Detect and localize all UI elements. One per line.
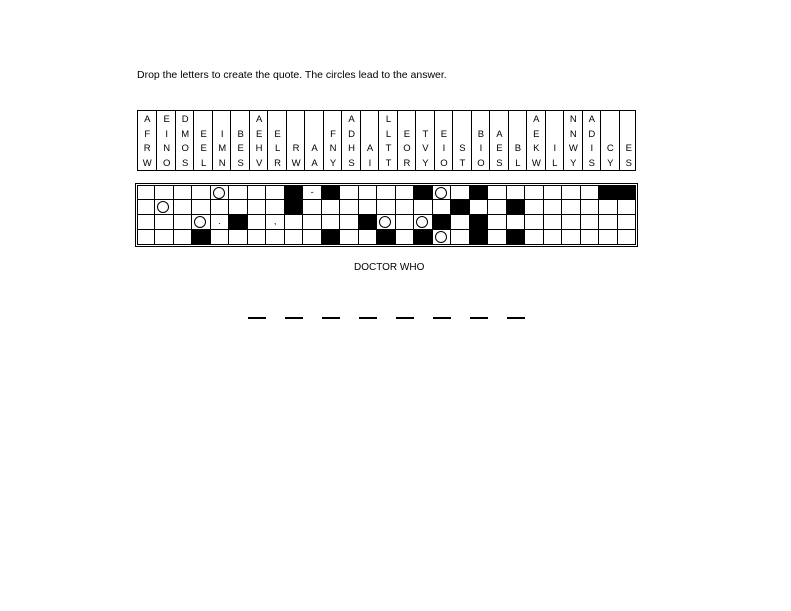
empty-cell[interactable] <box>433 200 451 215</box>
column-letter: A <box>533 114 540 125</box>
letter-column <box>286 111 305 170</box>
black-cell <box>599 185 617 200</box>
instructions-text: Drop the letters to create the quote. The circles lead to the answer. <box>137 69 447 81</box>
empty-cell[interactable] <box>599 215 617 230</box>
empty-cell[interactable] <box>285 215 303 230</box>
empty-cell[interactable] <box>248 230 266 245</box>
circle-marker <box>379 216 391 228</box>
column-letter: N <box>163 143 171 154</box>
column-letter: T <box>385 157 392 169</box>
empty-cell[interactable] <box>488 185 506 200</box>
column-letter: E <box>496 143 503 154</box>
black-cell <box>229 215 247 230</box>
column-letter: A <box>311 143 318 154</box>
empty-cell[interactable] <box>248 215 266 230</box>
empty-cell[interactable] <box>340 200 358 215</box>
empty-cell[interactable] <box>414 200 432 215</box>
letter-column <box>471 111 490 170</box>
empty-cell[interactable] <box>322 200 340 215</box>
black-cell <box>451 200 469 215</box>
answer-blank[interactable] <box>359 317 377 319</box>
column-letter: E <box>403 128 411 140</box>
empty-cell[interactable] <box>470 200 488 215</box>
column-letter: S <box>237 157 244 169</box>
column-letter: Y <box>422 157 429 169</box>
empty-cell[interactable] <box>192 200 210 215</box>
black-cell <box>507 200 525 215</box>
letter-column <box>526 111 545 170</box>
empty-cell[interactable] <box>562 215 580 230</box>
column-letter: A <box>366 143 374 154</box>
empty-cell[interactable] <box>618 215 636 230</box>
column-letter: V <box>422 143 429 154</box>
column-letter: F <box>144 128 151 140</box>
empty-cell[interactable] <box>581 200 599 215</box>
column-letter: B <box>514 143 522 154</box>
circled-cell[interactable] <box>414 215 432 230</box>
black-cell <box>433 215 451 230</box>
circle-marker <box>213 187 225 199</box>
column-letter: S <box>459 143 466 154</box>
column-letter: D <box>348 128 355 140</box>
circled-cell[interactable] <box>433 185 451 200</box>
empty-cell[interactable] <box>599 230 617 245</box>
empty-cell[interactable] <box>137 230 155 245</box>
column-letter: E <box>440 128 448 140</box>
column-letter: W <box>568 143 578 154</box>
column-letter: O <box>477 157 485 169</box>
answer-blank[interactable] <box>507 317 525 319</box>
column-letter: D <box>181 114 189 125</box>
column-letter: S <box>625 157 632 169</box>
empty-cell[interactable] <box>377 185 395 200</box>
empty-cell[interactable] <box>488 215 506 230</box>
column-letter: E <box>274 128 281 140</box>
empty-cell[interactable] <box>451 230 469 245</box>
puzzle-grid <box>137 185 636 245</box>
column-letter: L <box>385 114 392 125</box>
column-letter: S <box>588 157 595 169</box>
column-letter: S <box>182 157 189 169</box>
circled-cell[interactable] <box>433 230 451 245</box>
punctuation-cell[interactable] <box>211 215 229 230</box>
letter-column <box>341 111 360 170</box>
column-letter: A <box>144 114 151 125</box>
empty-cell[interactable] <box>340 185 358 200</box>
column-letter: E <box>163 114 170 125</box>
column-letter: E <box>237 143 244 154</box>
column-letter: A <box>588 114 595 125</box>
empty-cell[interactable] <box>303 200 321 215</box>
empty-cell[interactable] <box>322 215 340 230</box>
empty-cell[interactable] <box>507 185 525 200</box>
column-letter: H <box>348 143 355 154</box>
empty-cell[interactable] <box>266 230 284 245</box>
answer-blank[interactable] <box>248 317 266 319</box>
letter-column <box>508 111 527 170</box>
empty-cell[interactable] <box>285 230 303 245</box>
empty-cell[interactable] <box>488 200 506 215</box>
column-letter: L <box>515 157 521 169</box>
answer-blank[interactable] <box>285 317 303 319</box>
column-letter: B <box>477 128 485 140</box>
black-cell <box>322 230 340 245</box>
empty-cell[interactable] <box>618 230 636 245</box>
column-letter: F <box>330 128 336 140</box>
empty-cell[interactable] <box>544 200 562 215</box>
empty-cell[interactable] <box>229 200 247 215</box>
empty-cell[interactable] <box>396 230 414 245</box>
letter-column <box>138 111 156 170</box>
empty-cell[interactable] <box>396 200 414 215</box>
black-cell <box>470 185 488 200</box>
letter-column <box>397 111 416 170</box>
column-letter: R <box>274 157 282 169</box>
empty-cell[interactable] <box>451 185 469 200</box>
letter-column <box>267 111 286 170</box>
column-letter: R <box>403 157 411 169</box>
circled-cell[interactable] <box>377 215 395 230</box>
answer-blank[interactable] <box>470 317 488 319</box>
black-cell <box>414 185 432 200</box>
empty-cell[interactable] <box>192 185 210 200</box>
empty-cell[interactable] <box>525 230 543 245</box>
column-letter: A <box>311 157 318 169</box>
letter-column <box>489 111 508 170</box>
column-letter: I <box>590 143 594 154</box>
empty-cell[interactable] <box>229 185 247 200</box>
column-letter: S <box>348 157 355 169</box>
column-letter: T <box>385 143 392 154</box>
column-letter: R <box>292 143 300 154</box>
column-letter: L <box>201 157 207 169</box>
empty-cell[interactable] <box>340 215 358 230</box>
column-letter: M <box>218 143 227 154</box>
empty-cell[interactable] <box>562 230 580 245</box>
empty-cell[interactable] <box>303 230 321 245</box>
empty-cell[interactable] <box>174 200 192 215</box>
empty-cell[interactable] <box>174 215 192 230</box>
black-cell <box>470 215 488 230</box>
black-cell <box>322 185 340 200</box>
letter-column <box>304 111 323 170</box>
empty-cell[interactable] <box>155 185 173 200</box>
column-letter: L <box>385 128 392 140</box>
empty-cell[interactable] <box>211 230 229 245</box>
punctuation-cell[interactable] <box>266 215 284 230</box>
empty-cell[interactable] <box>174 185 192 200</box>
black-cell <box>192 230 210 245</box>
circle-marker <box>416 216 428 228</box>
black-cell <box>377 230 395 245</box>
empty-cell[interactable] <box>581 230 599 245</box>
empty-cell[interactable] <box>581 185 599 200</box>
empty-cell[interactable] <box>544 185 562 200</box>
column-letter: W <box>291 157 301 169</box>
column-letter: O <box>403 143 411 154</box>
column-letter: B <box>237 128 244 140</box>
column-letter: A <box>348 114 355 125</box>
column-letter: O <box>163 157 171 169</box>
black-cell <box>618 185 636 200</box>
empty-cell[interactable] <box>137 215 155 230</box>
column-letter: I <box>368 157 372 169</box>
circled-cell[interactable] <box>211 185 229 200</box>
empty-cell[interactable] <box>581 215 599 230</box>
column-letter: H <box>255 143 263 154</box>
letter-column <box>378 111 397 170</box>
black-cell <box>359 215 377 230</box>
letter-column <box>563 111 582 170</box>
empty-cell[interactable] <box>396 215 414 230</box>
empty-cell[interactable] <box>211 200 229 215</box>
circled-cell[interactable] <box>155 200 173 215</box>
circle-marker <box>435 187 447 199</box>
black-cell <box>470 230 488 245</box>
empty-cell[interactable] <box>359 185 377 200</box>
column-letter: E <box>200 128 207 140</box>
empty-cell[interactable] <box>377 200 395 215</box>
empty-cell[interactable] <box>174 230 192 245</box>
column-letter: S <box>496 157 503 169</box>
column-letter: I <box>442 143 446 154</box>
column-letter: N <box>569 114 577 125</box>
letter-column <box>323 111 342 170</box>
answer-category-label: DOCTOR WHO <box>354 262 425 273</box>
empty-cell[interactable] <box>359 230 377 245</box>
empty-cell[interactable] <box>525 215 543 230</box>
column-letter: L <box>274 143 281 154</box>
empty-cell[interactable] <box>599 200 617 215</box>
black-cell <box>285 200 303 215</box>
answer-blank[interactable] <box>396 317 414 319</box>
column-letter: O <box>181 143 189 154</box>
circled-cell[interactable] <box>192 215 210 230</box>
letter-column <box>360 111 379 170</box>
circle-marker <box>435 231 447 243</box>
punctuation-cell[interactable] <box>303 185 321 200</box>
empty-cell[interactable] <box>451 215 469 230</box>
answer-blank[interactable] <box>322 317 340 319</box>
empty-cell[interactable] <box>266 185 284 200</box>
letter-column <box>415 111 434 170</box>
letter-column <box>249 111 268 170</box>
column-letter: N <box>569 128 577 140</box>
punctuation-mark: - <box>310 187 314 197</box>
empty-cell[interactable] <box>544 230 562 245</box>
column-letter: W <box>142 157 152 169</box>
column-letter: L <box>552 157 558 169</box>
empty-cell[interactable] <box>562 200 580 215</box>
column-letter: E <box>200 143 207 154</box>
column-letter: E <box>255 128 263 140</box>
empty-cell[interactable] <box>488 230 506 245</box>
empty-cell[interactable] <box>229 230 247 245</box>
column-letter: A <box>496 128 503 140</box>
column-letter: M <box>181 128 190 140</box>
letter-column <box>193 111 212 170</box>
column-letter: R <box>143 143 151 154</box>
column-letter: I <box>479 143 483 154</box>
letter-column <box>175 111 194 170</box>
column-letter: T <box>422 128 429 140</box>
letter-columns-box <box>137 110 636 171</box>
answer-blank[interactable] <box>433 317 451 319</box>
letter-column <box>212 111 231 170</box>
empty-cell[interactable] <box>248 200 266 215</box>
column-letter: C <box>606 143 614 154</box>
letter-column <box>619 111 638 170</box>
empty-cell[interactable] <box>137 185 155 200</box>
empty-cell[interactable] <box>396 185 414 200</box>
letter-column <box>452 111 471 170</box>
empty-cell[interactable] <box>266 200 284 215</box>
letter-column <box>545 111 564 170</box>
empty-cell[interactable] <box>137 200 155 215</box>
column-letter: Y <box>329 157 337 169</box>
empty-cell[interactable] <box>525 200 543 215</box>
column-letter: W <box>531 157 541 169</box>
column-letter: E <box>625 143 632 154</box>
letter-column <box>230 111 249 170</box>
column-letter: I <box>165 128 169 140</box>
column-letter: Y <box>607 157 614 169</box>
column-letter: Y <box>570 157 577 169</box>
letter-column <box>156 111 175 170</box>
column-letter: V <box>255 157 263 169</box>
empty-cell[interactable] <box>340 230 358 245</box>
column-letter: A <box>255 114 263 125</box>
punctuation-mark: . <box>218 216 221 226</box>
letter-column <box>434 111 453 170</box>
column-letter: K <box>533 143 540 154</box>
empty-cell[interactable] <box>303 215 321 230</box>
empty-cell[interactable] <box>562 185 580 200</box>
circle-marker <box>157 201 169 213</box>
black-cell <box>285 185 303 200</box>
column-letter: E <box>533 128 540 140</box>
circle-marker <box>194 216 206 228</box>
empty-cell[interactable] <box>155 215 173 230</box>
letter-column <box>582 111 601 170</box>
column-letter: I <box>553 143 557 154</box>
empty-cell[interactable] <box>507 215 525 230</box>
black-cell <box>414 230 432 245</box>
empty-cell[interactable] <box>618 200 636 215</box>
column-letter: D <box>588 128 596 140</box>
empty-cell[interactable] <box>359 200 377 215</box>
punctuation-mark: , <box>273 216 277 226</box>
column-letter: N <box>218 157 226 169</box>
empty-cell[interactable] <box>544 215 562 230</box>
empty-cell[interactable] <box>248 185 266 200</box>
empty-cell[interactable] <box>525 185 543 200</box>
empty-cell[interactable] <box>155 230 173 245</box>
black-cell <box>507 230 525 245</box>
column-letter: T <box>459 157 466 169</box>
column-letter: N <box>329 143 337 154</box>
column-letter: O <box>440 157 448 169</box>
letter-column <box>600 111 619 170</box>
column-letter: I <box>220 128 224 140</box>
